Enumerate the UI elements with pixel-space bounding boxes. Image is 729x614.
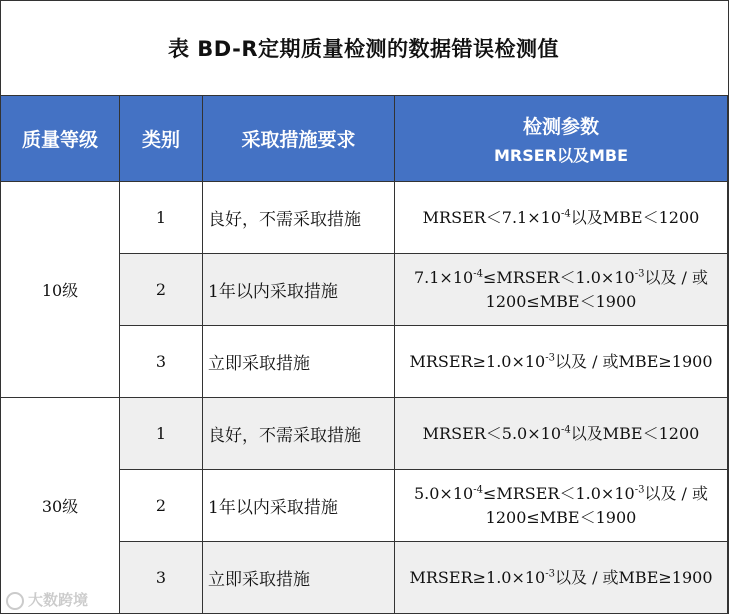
category-cell: 2 xyxy=(120,254,203,326)
param-text: 7.1×10 xyxy=(413,267,474,287)
header-category: 类别 xyxy=(120,96,203,182)
param-text: 以及MBE＜1200 xyxy=(570,207,700,227)
exponent: -4 xyxy=(473,268,483,280)
watermark-logo-icon xyxy=(6,592,24,610)
header-param-line1: 检测参数 xyxy=(522,115,599,138)
grade-cell: 10级 xyxy=(1,182,120,398)
category-cell: 1 xyxy=(120,182,203,254)
table-row xyxy=(1,182,728,254)
table-title: 表 BD-R定期质量检测的数据错误检测值 xyxy=(0,0,727,96)
param-cell xyxy=(395,254,728,326)
param-text: 以及 / 或 xyxy=(644,483,709,503)
param-text: 以及 / 或 xyxy=(644,267,709,287)
param-text: MRSER≥1.0×10 xyxy=(409,567,546,587)
exponent: -3 xyxy=(634,268,645,280)
exponent: -4 xyxy=(561,424,571,436)
table-row xyxy=(1,398,728,470)
exponent: -3 xyxy=(545,352,555,364)
header-grade: 质量等级 xyxy=(1,96,120,182)
header-param-line2: MRSER以及MBE xyxy=(493,145,629,165)
param-text: 5.0×10 xyxy=(413,483,474,503)
param-text: MRSER＜5.0×10 xyxy=(422,423,562,443)
header-param xyxy=(395,96,728,182)
param-cell xyxy=(395,542,728,614)
param-cell xyxy=(395,326,728,398)
header-action: 采取措施要求 xyxy=(203,96,395,182)
param-text: ≤MRSER＜1.0×10 xyxy=(482,483,635,503)
exponent: -3 xyxy=(545,568,555,580)
param-text: ≤MRSER＜1.0×10 xyxy=(482,267,635,287)
category-cell: 1 xyxy=(120,398,203,470)
param-text: 以及MBE＜1200 xyxy=(570,423,700,443)
param-text: 以及 / 或MBE≥1900 xyxy=(554,351,713,371)
action-cell: 良好，不需采取措施 xyxy=(203,182,395,254)
grade-cell: 30级 xyxy=(1,398,120,614)
category-cell: 2 xyxy=(120,470,203,542)
action-cell: 1年以内采取措施 xyxy=(203,470,395,542)
param-cell xyxy=(395,398,728,470)
exponent: -4 xyxy=(561,208,571,220)
param-cell xyxy=(395,470,728,542)
param-text: 1200≤MBE＜1900 xyxy=(485,507,637,527)
action-cell: 立即采取措施 xyxy=(203,326,395,398)
category-cell: 3 xyxy=(120,326,203,398)
category-cell: 3 xyxy=(120,542,203,614)
param-text: MRSER≥1.0×10 xyxy=(409,351,546,371)
param-text: 以及 / 或MBE≥1900 xyxy=(554,567,713,587)
watermark-text: 大数跨境 xyxy=(28,591,89,609)
action-cell: 立即采取措施 xyxy=(203,542,395,614)
param-cell xyxy=(395,182,728,254)
detection-table xyxy=(0,95,728,614)
param-text: 1200≤MBE＜1900 xyxy=(485,291,637,311)
header-row xyxy=(1,96,728,182)
exponent: -4 xyxy=(473,484,483,496)
watermark xyxy=(6,589,88,610)
action-cell: 1年以内采取措施 xyxy=(203,254,395,326)
param-text: MRSER＜7.1×10 xyxy=(422,207,562,227)
exponent: -3 xyxy=(634,484,645,496)
action-cell: 良好，不需采取措施 xyxy=(203,398,395,470)
